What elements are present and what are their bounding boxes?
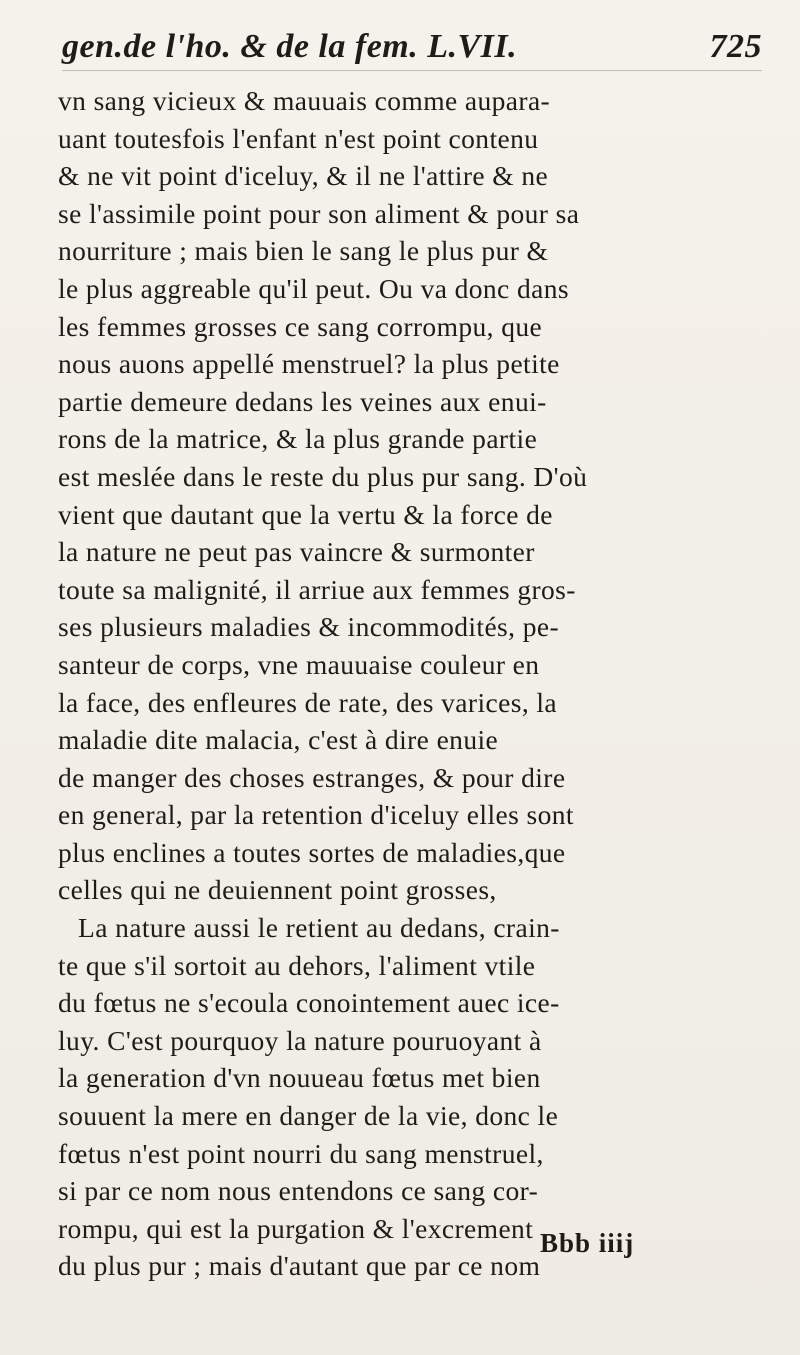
text-line: ses plusieurs maladies & incommodités, pe- [58, 611, 560, 643]
text-line: la generation d'vn nouueau fœtus met bien [58, 1062, 541, 1094]
text-line: La nature aussi le retient au dedans, crain- [78, 912, 560, 944]
text-line: plus enclines a toutes sortes de maladies,que [58, 836, 566, 868]
running-title: gen.de l'ho. & de la fem. L.VII. [62, 28, 518, 65]
text-line: rons de la matrice, & la plus grande partie [58, 423, 538, 455]
text-line: celles qui ne deuiennent point grosses, [58, 874, 497, 906]
text-line: rompu, qui est la purgation & l'excrement [58, 1212, 534, 1244]
text-line: du fœtus ne s'ecoula conointement auec ice- [58, 987, 560, 1019]
text-line: si par ce nom nous entendons ce sang cor- [58, 1175, 539, 1207]
text-line: vient que dautant que la vertu & la force de [58, 498, 553, 530]
header-rule [62, 70, 762, 71]
text-line: toute sa malignité, il arriue aux femmes gros- [58, 573, 576, 605]
text-line: maladie dite malacia, c'est à dire enuie [58, 724, 499, 756]
text-line: uant toutesfois l'enfant n'est point contenu [58, 122, 539, 154]
text-line: nous auons appellé menstruel? la plus petite [58, 348, 560, 380]
text-line: & ne vit point d'iceluy, & il ne l'attire & ne [58, 160, 549, 192]
text-line: le plus aggreable qu'il peut. Ou va donc dans [58, 272, 569, 304]
text-line: te que s'il sortoit au dehors, l'aliment vtile [58, 949, 536, 981]
folio-number: 725 [709, 28, 762, 65]
text-line: les femmes grosses ce sang corrompu, que [58, 310, 543, 342]
text-line: partie demeure dedans les veines aux enui- [58, 385, 547, 417]
text-line: du plus pur ; mais d'autant que par ce nom [58, 1250, 541, 1282]
body-text [58, 82, 778, 1285]
text-line: en general, par la retention d'iceluy elles sont [58, 799, 574, 831]
text-line: se l'assimile point pour son aliment & pour sa [58, 197, 580, 229]
text-line: fœtus n'est point nourri du sang menstruel, [58, 1137, 544, 1169]
text-line: nourriture ; mais bien le sang le plus pur & [58, 235, 549, 267]
text-line: la nature ne peut pas vaincre & surmonter [58, 536, 535, 568]
text-line: souuent la mere en danger de la vie, donc le [58, 1100, 559, 1132]
text-line: de manger des choses estranges, & pour dire [58, 761, 566, 793]
text-line: luy. C'est pourquoy la nature pouruoyant à [58, 1024, 542, 1056]
page-header [62, 28, 762, 78]
text-line: est meslée dans le reste du plus pur sang. D'où [58, 460, 588, 492]
signature-mark: Bbb iiij [540, 1228, 635, 1258]
text-line: la face, des enfleures de rate, des varices, la [58, 686, 558, 718]
text-line: santeur de corps, vne mauuaise couleur en [58, 648, 540, 680]
text-line: vn sang vicieux & mauuais comme aupara- [58, 85, 551, 116]
